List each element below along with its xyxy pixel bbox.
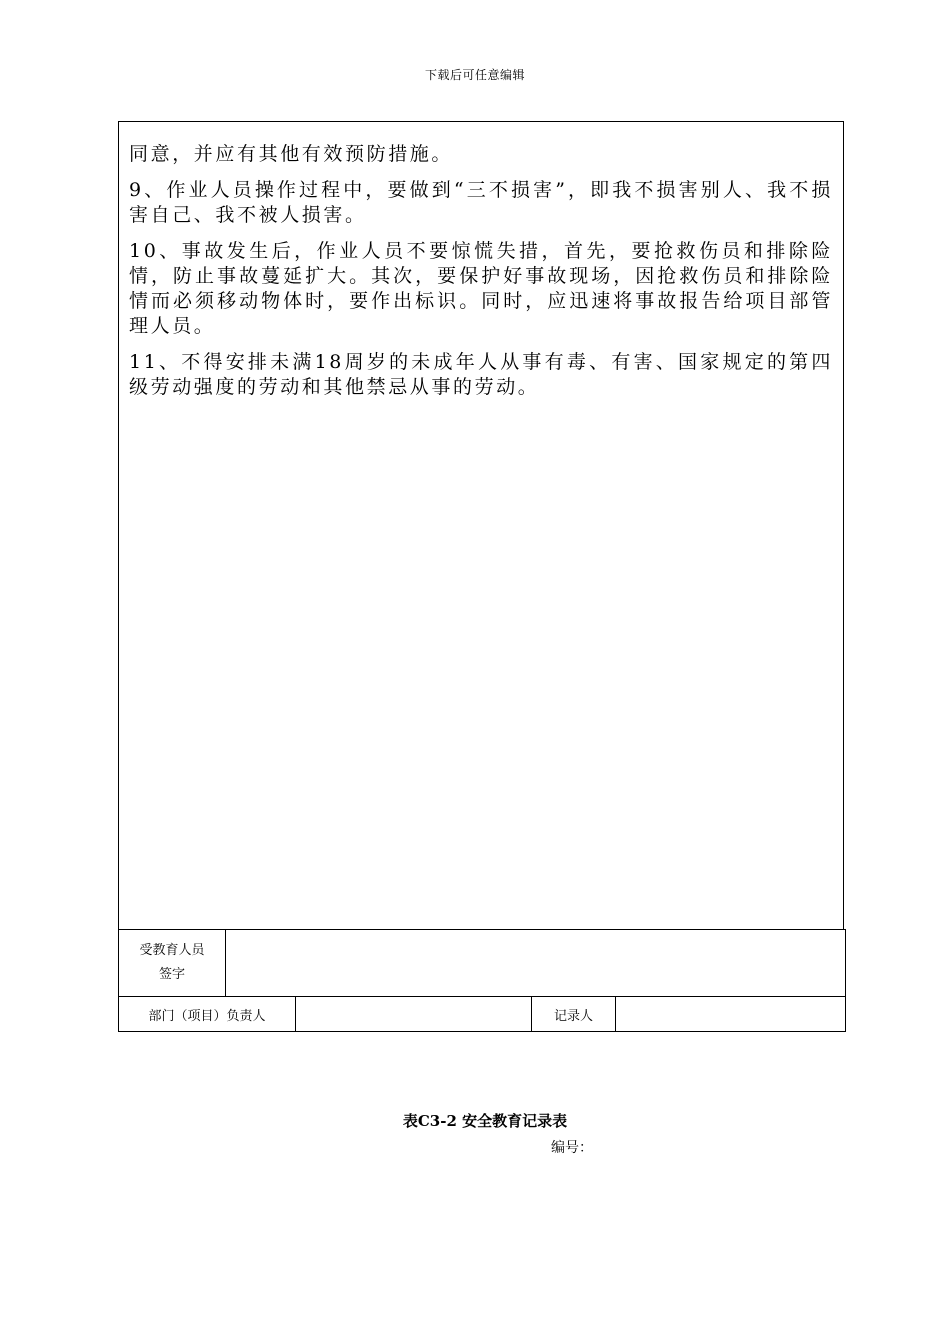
trainee-signature-row — [119, 930, 846, 997]
trainee-label-line-2: 签字 — [158, 967, 185, 982]
content-paragraph-2: 9、作业人员操作过程中，要做到“三不损害”，即我不损害别人、我不损害自己、我不被人损害。 — [129, 179, 833, 226]
recorder-label: 记录人 — [532, 997, 616, 1032]
dept-head-label: 部门（项目）负责人 — [119, 997, 296, 1032]
recorder-field[interactable] — [616, 997, 846, 1032]
content-paragraph-4: 11、不得安排未满18周岁的未成年人从事有毒、有害、国家规定的第四级劳动强度的劳动和其他禁忌从事的劳动。 — [129, 351, 833, 398]
responsible-row — [119, 997, 846, 1032]
trainee-signature-label-cell — [119, 930, 226, 997]
trainee-signature-field[interactable] — [226, 930, 846, 997]
number-label: 编号： — [551, 1140, 593, 1156]
content-paragraph-3: 10、事故发生后，作业人员不要惊慌失措，首先，要抢救伤员和排除险情，防止事故蔓延扩大。其次，要保护好事故现场，因抢救伤员和排除险情而必须移动物体时，要作出标识。同时，应迅速将事故报告给项目部管理人员。 — [129, 240, 833, 337]
page-header: 下载后可任意编辑 — [424, 68, 525, 82]
education-content-box — [118, 121, 844, 929]
table-title: 表C3-2 安全教育记录表 — [402, 1112, 568, 1130]
content-paragraph-1: 同意，并应有其他有效预防措施。 — [129, 143, 454, 165]
signature-table — [118, 929, 846, 1032]
trainee-label-line-1: 受教育人员 — [139, 943, 205, 958]
dept-head-field[interactable] — [296, 997, 532, 1032]
